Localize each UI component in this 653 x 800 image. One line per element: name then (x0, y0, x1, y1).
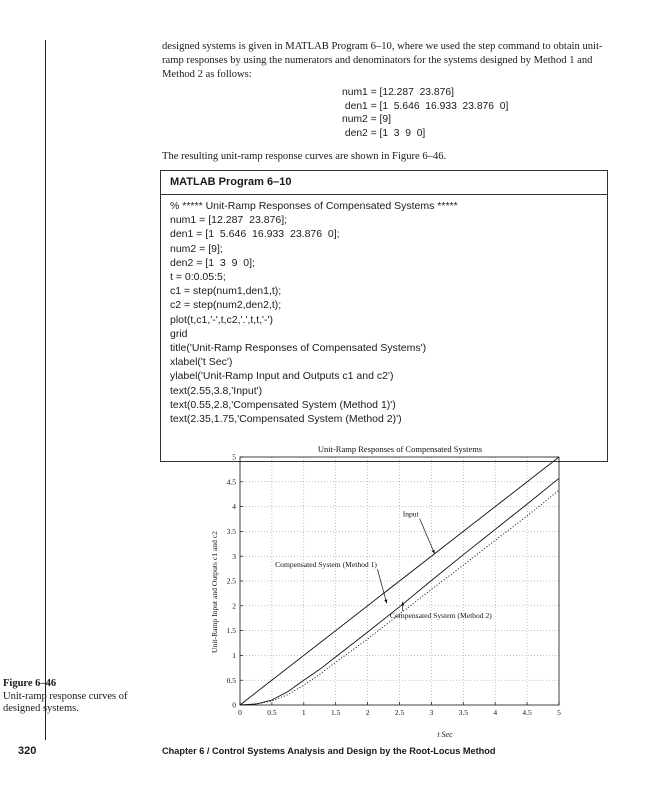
x-tick-label: 5 (557, 708, 561, 717)
x-tick-label: 0 (238, 708, 242, 717)
unit-ramp-response-chart (200, 440, 600, 740)
program-title: MATLAB Program 6–10 (161, 171, 607, 195)
matlab-program-box (160, 170, 608, 462)
code-line: grid (170, 327, 188, 340)
y-tick-label: 3 (232, 551, 236, 561)
y-tick-label: 0.5 (226, 675, 236, 685)
x-tick-label: 2 (365, 708, 370, 717)
equation-num1: num1 = [12.287 23.876] (342, 87, 454, 98)
annotation-label: Compensated System (Method 2) (389, 611, 492, 621)
code-line: title('Unit-Ramp Responses of Compensated Systems') (170, 342, 427, 355)
y-tick-label: 2.5 (226, 576, 236, 586)
y-tick-label: 3.5 (226, 527, 236, 536)
annotation-arrow (377, 569, 386, 603)
result-paragraph: The resulting unit-ramp response curves are shown in Figure 6–46. (162, 151, 447, 162)
equation-num2: num2 = [9] (342, 114, 391, 125)
x-tick-label: 2.5 (394, 708, 405, 717)
x-tick-label: 4 (493, 708, 498, 717)
page-number: 320 (18, 745, 37, 757)
annotation-layer (275, 510, 492, 621)
code-line: c1 = step(num1,den1,t); (170, 285, 282, 298)
y-tick-label: 5 (232, 452, 236, 462)
y-tick-label: 4 (232, 502, 236, 512)
series-line-3 (240, 490, 559, 705)
x-tick-label: 0.5 (267, 708, 277, 717)
y-tick-label: 4.5 (226, 477, 236, 487)
annotation-label: Compensated System (Method 1) (275, 560, 377, 570)
y-tick-label: 1 (232, 651, 236, 660)
x-tick-label: 1.5 (331, 708, 341, 717)
tick-layer (227, 453, 562, 717)
annotation-arrow (420, 519, 435, 554)
code-line: xlabel('t Sec') (170, 356, 233, 369)
annotation-label: Input (402, 509, 419, 519)
code-line: text(2.35,1.75,'Compensated System (Method 2)') (170, 413, 402, 426)
code-line: den1 = [1 5.646 16.933 23.876 0]; (170, 228, 340, 241)
chapter-running-footer: Chapter 6 / Control Systems Analysis and Design by the Root-Locus Method (162, 746, 496, 756)
code-line: t = 0:0.05:5; (170, 271, 226, 284)
x-tick-label: 1 (301, 708, 306, 717)
code-line: num2 = [9]; (170, 242, 223, 255)
x-tick-label: 3 (429, 708, 434, 717)
code-line: den2 = [1 3 9 0]; (170, 256, 255, 269)
code-line: text(0.55,2.8,'Compensated System (Method 1)') (170, 398, 396, 411)
x-axis-label: t Sec (437, 730, 453, 739)
equation-block (342, 86, 508, 140)
code-line: ylabel('Unit-Ramp Input and Outputs c1 and c2') (170, 370, 394, 383)
program-code (161, 195, 607, 426)
code-line: c2 = step(num2,den2,t); (170, 299, 282, 312)
code-line: % ***** Unit-Ramp Responses of Compensated Systems ***** (170, 200, 458, 212)
code-line: plot(t,c1,'-',t,c2,'.',t,t,'-') (170, 313, 274, 326)
y-axis-label: Unit-Ramp Input and Outputs c1 and c2 (210, 531, 219, 653)
figure-caption (3, 678, 153, 716)
intro-paragraph: designed systems is given in MATLAB Program 6–10, where we used the step command to obtain unit-ramp responses by using the numerators and denominators for the systems designed by Method 1 and Method 2 as follows: (162, 41, 603, 80)
left-margin-rule (45, 40, 46, 740)
code-line: num1 = [12.287 23.876]; (170, 214, 288, 227)
figure-label: Figure 6–46 (3, 678, 57, 689)
y-tick-label: 0 (232, 700, 236, 710)
y-tick-label: 1.5 (226, 626, 236, 636)
chart-title: Unit-Ramp Responses of Compensated Systems (317, 444, 483, 454)
equation-den2: den2 = [1 3 9 0] (342, 127, 426, 139)
x-tick-label: 3.5 (458, 708, 468, 717)
y-tick-label: 2 (232, 601, 236, 611)
x-tick-label: 4.5 (522, 708, 532, 717)
figure-caption-text: Unit-ramp response curves of designed systems. (3, 690, 128, 714)
code-line: text(2.55,3.8,'Input') (170, 384, 263, 397)
equation-den1: den1 = [1 5.646 16.933 23.876 0] (342, 100, 509, 112)
